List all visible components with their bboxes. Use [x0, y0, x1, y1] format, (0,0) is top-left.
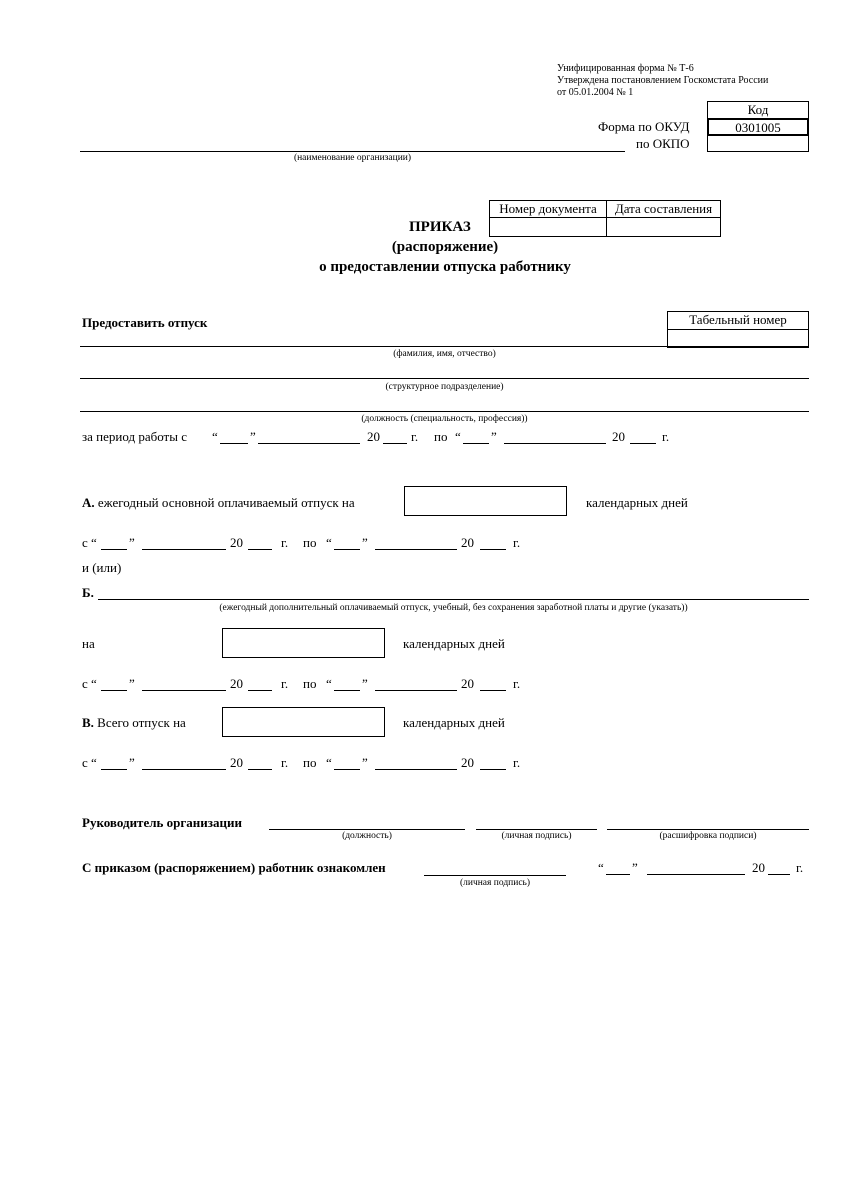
okpo-value[interactable]: [707, 135, 809, 152]
head-signature-caption: (личная подпись): [501, 831, 572, 841]
from-day[interactable]: [101, 535, 127, 550]
ack-month[interactable]: [647, 860, 745, 875]
dept-caption: (структурное подразделение): [385, 382, 504, 392]
year-prefix: 20: [461, 676, 474, 691]
to-label: по: [303, 535, 317, 550]
quote-close: ”: [362, 535, 368, 550]
section-b-type-line[interactable]: [98, 599, 809, 600]
head-signature-line[interactable]: [476, 829, 597, 830]
period-to-year[interactable]: [630, 429, 656, 444]
from-year[interactable]: [248, 755, 272, 770]
year-suffix: г.: [513, 676, 521, 691]
to-label: по: [303, 676, 317, 691]
year-prefix: 20: [461, 535, 474, 550]
to-day[interactable]: [334, 535, 360, 550]
quote-close: ”: [362, 676, 368, 691]
quote-open: “: [598, 860, 604, 875]
year-prefix: 20: [230, 676, 243, 691]
quote-open: “: [326, 535, 332, 550]
section-a: [82, 495, 355, 511]
fio-caption: (фамилия, имя, отчество): [393, 349, 496, 359]
quote-close: ”: [362, 755, 368, 770]
title-subject: о предоставлении отпуска работнику: [319, 259, 571, 275]
period-from-month[interactable]: [258, 429, 360, 444]
from-day[interactable]: [101, 755, 127, 770]
ack-signature-caption: (личная подпись): [459, 878, 531, 888]
section-v: [82, 715, 186, 731]
from-day[interactable]: [101, 676, 127, 691]
from-label: с: [82, 676, 88, 691]
grant-leave-label: Предоставить отпуск: [82, 315, 208, 330]
quote-open: “: [455, 429, 461, 444]
year-prefix: 20: [612, 429, 625, 444]
year-suffix: г.: [662, 429, 670, 444]
from-month[interactable]: [142, 535, 226, 550]
head-position-line[interactable]: [269, 829, 465, 830]
section-a-letter: А.: [82, 495, 95, 510]
position-caption: (должность (специальность, профессия)): [361, 414, 528, 424]
fio-line[interactable]: [80, 346, 809, 347]
to-day[interactable]: [334, 755, 360, 770]
to-month[interactable]: [375, 755, 457, 770]
head-label: Руководитель организации: [82, 815, 242, 830]
doc-number-header: Номер документа: [489, 200, 607, 218]
quote-close: ”: [129, 755, 135, 770]
from-label: с: [82, 755, 88, 770]
section-b-days-box[interactable]: [222, 628, 385, 658]
kod-header: Код: [707, 101, 809, 119]
section-v-days-label: календарных дней: [403, 715, 505, 730]
section-a-days-box[interactable]: [404, 486, 567, 516]
section-v-text: Всего отпуск на: [97, 715, 186, 730]
tab-number-header: Табельный номер: [667, 311, 809, 330]
to-year[interactable]: [480, 755, 506, 770]
dept-line[interactable]: [80, 378, 809, 379]
title-prikaz: ПРИКАЗ: [409, 219, 471, 235]
to-year[interactable]: [480, 676, 506, 691]
from-month[interactable]: [142, 755, 226, 770]
year-suffix: г.: [281, 535, 289, 550]
doc-date-cell[interactable]: [606, 217, 721, 237]
quote-open: “: [91, 755, 97, 770]
year-suffix: г.: [411, 429, 419, 444]
quote-close: ”: [129, 676, 135, 691]
period-to-day[interactable]: [463, 429, 489, 444]
form-approval-date-line: от 05.01.2004 № 1: [557, 87, 634, 98]
form-approval-line: Утверждена постановлением Госкомстата России: [557, 75, 769, 86]
to-month[interactable]: [375, 535, 457, 550]
quote-open: “: [91, 676, 97, 691]
year-prefix: 20: [461, 755, 474, 770]
to-month[interactable]: [375, 676, 457, 691]
doc-date-header: Дата составления: [606, 200, 721, 218]
year-prefix: 20: [367, 429, 380, 444]
doc-number-cell[interactable]: [489, 217, 607, 237]
to-label: по: [434, 429, 448, 444]
section-a-days-label: календарных дней: [586, 495, 688, 510]
ack-year[interactable]: [768, 860, 790, 875]
section-b-na-label: на: [82, 636, 95, 651]
and-or-label: и (или): [82, 560, 122, 575]
position-line[interactable]: [80, 411, 809, 412]
title-rasporyazhenie: (распоряжение): [391, 239, 499, 255]
year-prefix: 20: [752, 860, 765, 875]
section-b-days-label: календарных дней: [403, 636, 505, 651]
quote-close: ”: [250, 429, 256, 444]
quote-open: “: [212, 429, 218, 444]
year-suffix: г.: [796, 860, 804, 875]
head-decode-line[interactable]: [607, 829, 809, 830]
quote-open: “: [91, 535, 97, 550]
period-from-year[interactable]: [383, 429, 407, 444]
okpo-label: по ОКПО: [636, 136, 690, 151]
from-year[interactable]: [248, 676, 272, 691]
org-name-caption: (наименование организации): [293, 153, 412, 163]
section-v-days-box[interactable]: [222, 707, 385, 737]
from-year[interactable]: [248, 535, 272, 550]
year-prefix: 20: [230, 535, 243, 550]
head-position-caption: (должность): [342, 831, 392, 841]
section-a-text: ежегодный основной оплачиваемый отпуск на: [97, 495, 355, 510]
from-label: с: [82, 535, 88, 550]
section-b-letter: Б.: [82, 585, 94, 600]
org-name-line[interactable]: [80, 151, 625, 152]
year-suffix: г.: [513, 755, 521, 770]
quote-open: “: [326, 676, 332, 691]
year-suffix: г.: [513, 535, 521, 550]
ack-signature-line[interactable]: [424, 875, 566, 876]
to-year[interactable]: [480, 535, 506, 550]
section-v-letter: В.: [82, 715, 94, 730]
from-month[interactable]: [142, 676, 226, 691]
period-label: за период работы с: [82, 429, 187, 444]
okud-value[interactable]: 0301005: [707, 118, 809, 136]
to-label: по: [303, 755, 317, 770]
period-from-day[interactable]: [220, 429, 248, 444]
quote-open: “: [326, 755, 332, 770]
ack-label: С приказом (распоряжением) работник ознакомлен: [82, 860, 386, 875]
head-decode-caption: (расшифровка подписи): [659, 831, 757, 841]
okud-label: Форма по ОКУД: [598, 119, 690, 134]
year-suffix: г.: [281, 676, 289, 691]
quote-close: ”: [632, 860, 638, 875]
section-b-caption: (ежегодный дополнительный оплачиваемый отпуск, учебный, без сохранения заработной платы и другие (указать)): [219, 603, 688, 613]
year-prefix: 20: [230, 755, 243, 770]
form-number-line: Унифицированная форма № Т-6: [557, 63, 694, 74]
quote-close: ”: [129, 535, 135, 550]
ack-day[interactable]: [606, 860, 630, 875]
to-day[interactable]: [334, 676, 360, 691]
quote-close: ”: [491, 429, 497, 444]
year-suffix: г.: [281, 755, 289, 770]
period-to-month[interactable]: [504, 429, 606, 444]
